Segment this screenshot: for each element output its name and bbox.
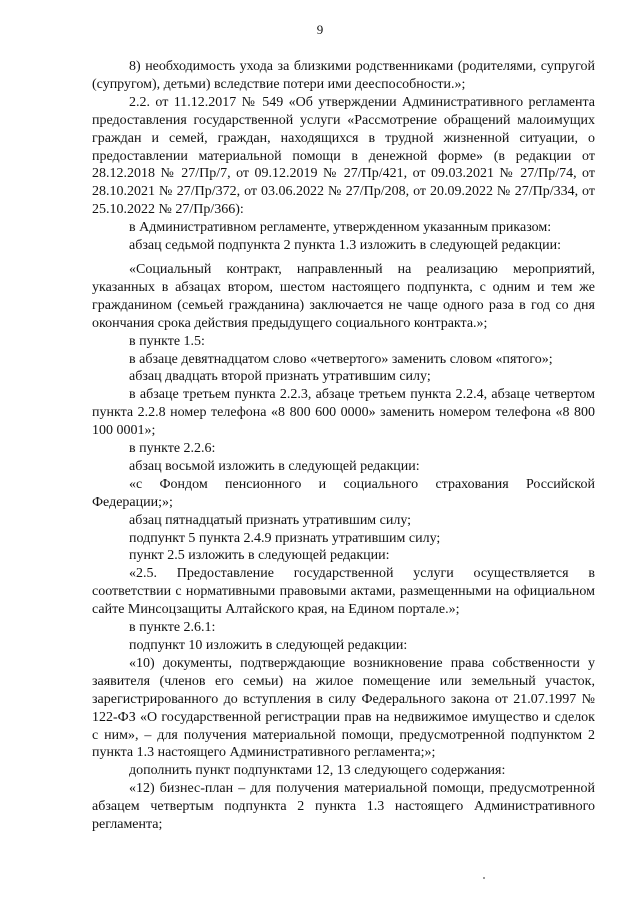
paragraph-18: подпункт 10 изложить в следующей редакции: — [129, 638, 408, 653]
scan-speck — [483, 877, 485, 879]
paragraph-11: абзац восьмой изложить в следующей редакции: — [129, 458, 420, 474]
paragraph-3: в Административном регламенте, утвержденном указанным приказом: — [129, 220, 552, 236]
page-number: 9 — [316, 22, 324, 37]
paragraph-10: в пункте 2.2.6: — [129, 441, 216, 457]
paragraph-14: подпункт 5 пункта 2.4.9 признать утратившим силу; — [129, 530, 441, 546]
paragraph-19: «10) документы, подтверждающие возникновение права собственности у заявителя (членов его семьи) на жилое помещение или земельный участок, зарегистрированного до вступления в силу Федерального закона от 21.07.1997 № 122-ФЗ «О государственной регистрации прав на недвижимое имущество и сделок с ним», – для получения материальной помощи, предусмотренной подпунктом 2 пункта 1.3 настоящего Административного регламента;»; — [92, 655, 595, 761]
paragraph-13: абзац пятнадцатый признать утратившим силу; — [129, 512, 412, 528]
paragraph-15: пункт 2.5 изложить в следующей редакции: — [129, 548, 390, 564]
paragraph-1: 8) необходимость ухода за близкими родственниками (родителями, супругой (супругом), детьми) вследствие потери ими дееспособности.»; — [92, 59, 595, 92]
paragraph-21: «12) бизнес-план – для получения материальной помощи, предусмотренной абзацем четвертым подпункта 2 пункта 1.3 настоящего Административного регламента; — [92, 781, 595, 833]
paragraph-20: дополнить пункт подпунктами 12, 13 следующего содержания: — [129, 763, 506, 779]
paragraph-12: «с Фондом пенсионного и социального страхования Российской Федерации;»; — [92, 476, 595, 510]
paragraph-4: абзац седьмой подпункта 2 пункта 1.3 изложить в следующей редакции: — [129, 238, 562, 254]
paragraph-5: «Социальный контракт, направленный на реализацию мероприятий, указанных в абзацах втором, шестом настоящего подпункта, с одним и тем же гражданином (семьей гражданина) заключается не чаще одного раза в год со дня окончания срока действия предыдущего социального контракта.»; — [92, 261, 595, 331]
paragraph-9: в абзаце третьем пункта 2.2.3, абзаце третьем пункта 2.2.4, абзаце четвертом пункта 2.2.8 номер телефона «8 800 600 0000» заменить номером телефона «8 800 100 0001»; — [92, 387, 595, 439]
paragraph-7: в абзаце девятнадцатом слово «четвертого» заменить словом «пятого»; — [129, 351, 553, 367]
paragraph-16: «2.5. Предоставление государственной услуги осуществляется в соответствии с нормативными правовыми актами, размещенными на официальном сайте Минсоцзащиты Алтайского края, на Едином портале.»; — [92, 566, 595, 618]
paragraph-17: в пункте 2.6.1: — [129, 620, 216, 636]
paragraph-2: 2.2. от 11.12.2017 № 549 «Об утверждении Административного регламента предоставления государственной услуги «Рассмотрение обращений малоимущих граждан и семей, граждан, находящихся в трудной жизненной ситуации, о предоставлении материальной помощи в денежной форме» (в редакции от 28.12.2018 № 27/Пр/7, от 09.12.2019 № 27/Пр/421, от 09.03.2021 № 27/Пр/74, от 28.10.2021 № 27/Пр/372, от 03.06.2022 № 27/Пр/208, от 20.09.2022 № 27/Пр/334, от 25.10.2022 № 27/Пр/366): — [92, 94, 595, 218]
document-body — [92, 58, 595, 834]
paragraph-6: в пункте 1.5: — [129, 333, 205, 349]
paragraph-8: абзац двадцать второй признать утратившим силу; — [129, 369, 431, 385]
